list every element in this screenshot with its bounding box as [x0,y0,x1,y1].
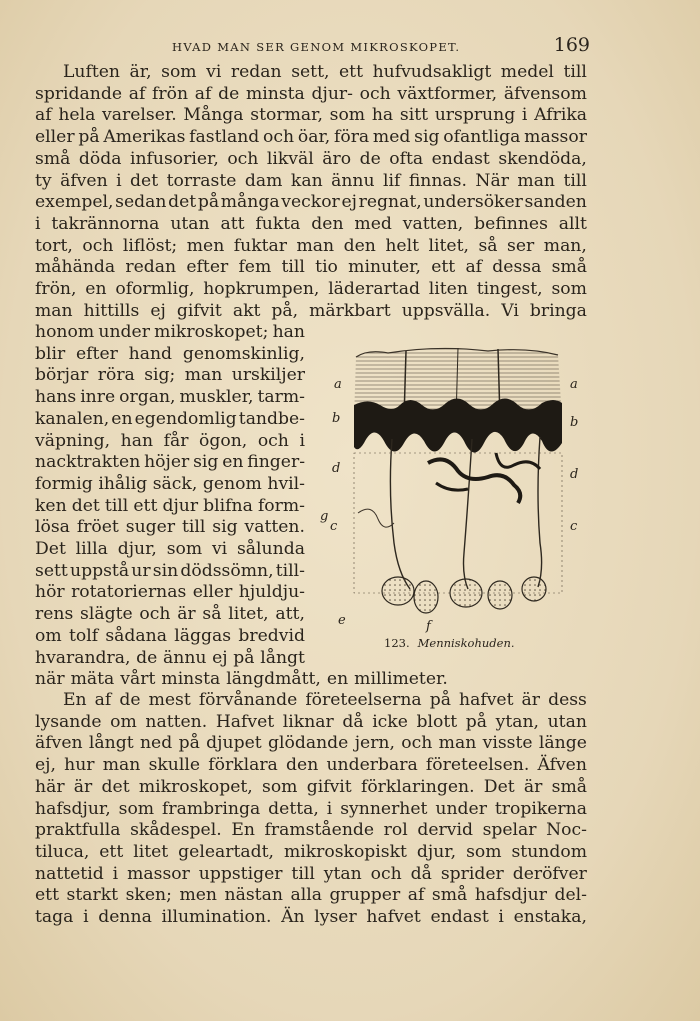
text-line: äfven långt ned på djupet glödande jern, och man visste länge [35,733,587,754]
paragraph-1 [35,62,587,322]
text-line: om tolf sådana läggas bredvid [35,625,305,646]
header-title: HVAD MAN SER GENOM MIKROSKOPET. [172,40,461,54]
figure-caption [384,636,515,650]
text-line: tiluca, ett litet geleartadt, mikroskopiskt djur, som stundom [35,841,587,862]
text-line: eller på Amerikas fastland och öar, föra med sig ofantliga massor [35,127,587,148]
text-line: kanalen, en egendomlig tandbe- [35,408,305,429]
text-line: väpning, han får ögon, och i [35,430,305,451]
paragraph-2-lines [35,690,587,929]
text-line: blir efter hand genomskinlig, [35,343,305,364]
text-line: hans inre organ, muskler, tarm- [35,387,305,408]
text-line: af hela varelser. Många stormar, som ha sitt ursprung i Afrika [35,105,587,126]
skin-cross-section-illustration [318,343,588,633]
figure-label-c-left: c [330,519,338,534]
running-header [60,34,590,60]
paragraph-2 [35,690,587,929]
figure-label-b-right: b [570,415,579,430]
text-line: små döda infusorier, och likväl äro de ofta endast skendöda, [35,148,587,169]
figure-label-d-right: d [570,467,579,482]
text-line: hvarandra, de ännu ej på långt [35,647,305,668]
figure-number: 123. [384,636,410,650]
figure-label-g: g [320,509,329,524]
text-line: börjar röra sig; man urskiljer [35,365,305,386]
text-line: hör rotatoriernas eller hjuldju- [35,582,305,603]
text-line: lösa fröet suger till sig vatten. [35,517,305,538]
text-line: spridande af frön af de minsta djur- och växtformer, äfvensom [35,83,587,104]
text-line: ej, hur man skulle förklara den underbara företeelsen. Äfven [35,755,587,776]
paragraph-1-end [35,669,587,691]
text-line: nacktrakten höjer sig en finger- [35,452,305,473]
figure-label-c-right: c [570,519,578,534]
text-line: ty äfven i det torraste dam kan ännu lif finnas. När man till [35,170,587,191]
text-line: man hittills ej gifvit akt på, märkbart uppsvälla. Vi bringa [35,300,587,321]
text-line: måhända redan efter fem till tio minuter, ett af dessa små [35,257,587,278]
text-line: lysande om natten. Hafvet liknar då icke blott på ytan, utan [35,711,587,732]
text-line: rens slägte och är så litet, att, [35,604,305,625]
text-line: när mäta vårt minsta längdmått, en millimeter. [35,669,448,689]
text-line: En af de mest förvånande företeelserna på hafvet är dess [63,690,587,710]
text-line: formig ihålig säck, genom hvil- [35,473,305,494]
figure-label-b-left: b [332,411,341,426]
paragraph-1-end-line [35,669,587,691]
text-line: sett uppstå ur sin dödssömn, till- [35,560,305,581]
text-line: exempel, sedan det på många veckor ej regnat, undersöker sanden [35,192,587,213]
text-line: Luften är, som vi redan sett, ett hufvudsakligt medel till [63,62,587,82]
figure-label-a-right: a [570,377,578,392]
text-line: frön, en oformlig, hopkrumpen, läderartad liten tingest, som [35,279,587,300]
text-line: ett starkt sken; men nästan alla grupper af små hafsdjur del- [35,885,587,906]
text-line: praktfulla skådespel. En framstående rol dervid spelar Noc- [35,820,587,841]
page-number: 169 [553,34,590,56]
figure-title: Menniskohuden. [417,636,515,650]
figure-label-e: e [338,613,346,628]
text-line: honom under mikroskopet; han [35,322,305,342]
text-line: Det lilla djur, som vi sålunda [35,539,305,560]
text-line: här är det mikroskopet, som gifvit förklaringen. Det är små [35,776,587,797]
text-line: i takrännorna utan att fukta den med vatten, befinnes allt [35,213,587,234]
text-line: tort, och liflöst; men fuktar man den helt litet, så ser man, [35,235,587,256]
text-line: ken det till ett djur blifna form- [35,495,305,516]
paragraph-1-full-lines [35,62,587,322]
figure-human-skin [318,343,588,663]
text-line: hafsdjur, som frambringa detta, i synnerhet under tropikerna [35,798,587,819]
text-line: nattetid i massor uppstiger till ytan och då sprider deröfver [35,863,587,884]
figure-label-d-left: d [332,461,341,476]
figure-label-f: f [426,619,431,634]
text-line: taga i denna illumination. Än lyser hafvet endast i enstaka, [35,907,587,928]
figure-label-a-left: a [334,377,342,392]
